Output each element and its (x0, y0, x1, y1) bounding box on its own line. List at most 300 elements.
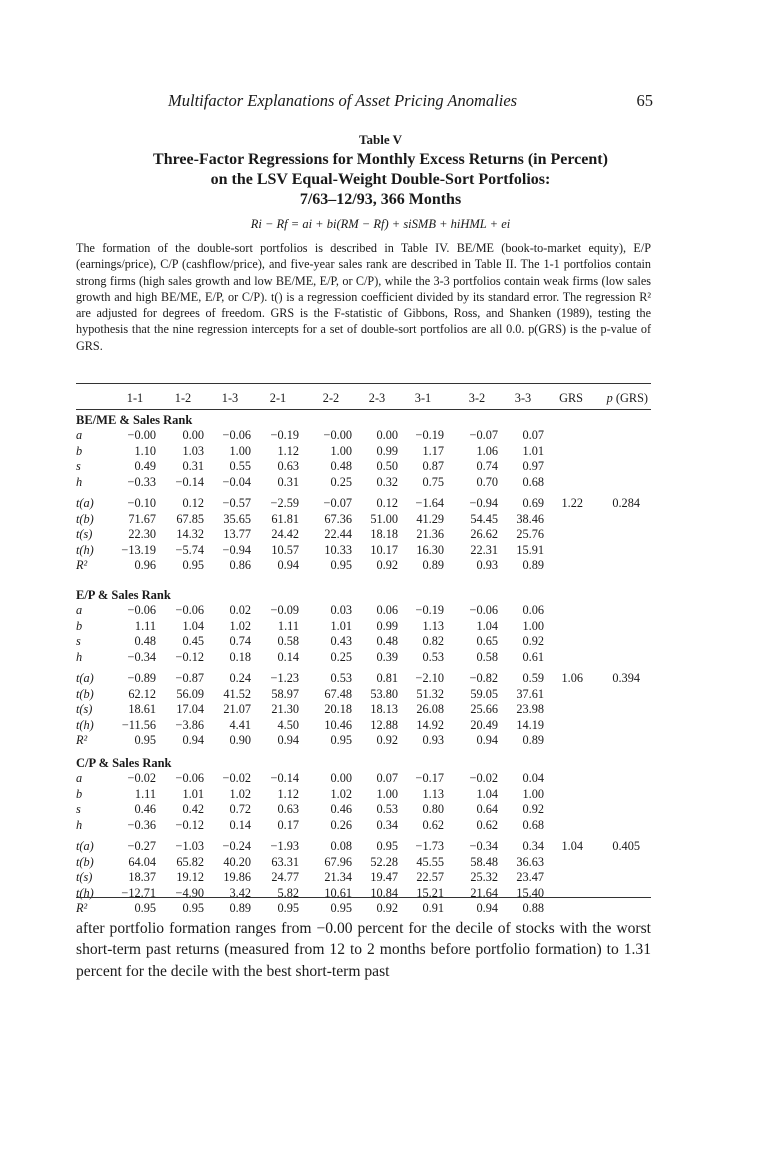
table-cell: 0.63 (277, 459, 299, 473)
table-cell: −0.82 (469, 671, 498, 685)
table-cell: 0.53 (376, 802, 398, 816)
table-cell: 0.95 (134, 733, 156, 747)
table-cell: 22.31 (470, 542, 498, 557)
table-cell: 58.97 (271, 686, 299, 701)
row-label: t(h) (76, 717, 94, 732)
table-cell: 58.48 (470, 854, 498, 869)
table-cell: −13.19 (121, 542, 156, 557)
table-cell: 0.48 (330, 459, 352, 473)
table-cell: 38.46 (516, 511, 544, 526)
table-cell: 0.12 (376, 496, 398, 510)
table-cell: 13.77 (223, 527, 251, 541)
table-cell: 0.04 (522, 771, 544, 785)
table-cell: 21.64 (470, 885, 498, 900)
table-cell: 1.11 (134, 786, 156, 801)
table-cell: 0.90 (229, 733, 251, 747)
table-cell: 40.20 (223, 854, 251, 869)
table-cell: −0.12 (175, 817, 204, 832)
table-cell: 51.32 (416, 686, 444, 701)
row-label: t(h) (76, 542, 94, 557)
table-cell: 0.53 (330, 671, 352, 685)
table-cell: 64.04 (128, 854, 156, 869)
table-cell: −0.19 (415, 603, 444, 617)
table-cell: 0.72 (229, 802, 251, 816)
table-cell: 1.17 (422, 443, 444, 458)
table-cell: 0.62 (476, 817, 498, 832)
table-cell: 10.84 (370, 885, 398, 900)
row-label: t(a) (76, 496, 94, 510)
section-title: E/P & Sales Rank (76, 588, 171, 602)
table-cell: 0.45 (182, 634, 204, 648)
running-head: Multifactor Explanations of Asset Pricing Anomalies (168, 91, 518, 110)
row-label: t(h) (76, 885, 94, 900)
table-cell: 0.24 (229, 671, 251, 685)
table-cell: 0.68 (522, 817, 544, 832)
table-cell: 41.52 (223, 686, 251, 701)
table-label: Table V (359, 132, 402, 147)
row-label: t(b) (76, 511, 94, 526)
table-cell: 0.63 (277, 802, 299, 816)
table-cell: 1.12 (277, 443, 299, 458)
table-cell: 15.91 (516, 542, 544, 557)
row-label: t(s) (76, 527, 93, 541)
table-cell: 0.88 (522, 901, 544, 915)
column-header: 2-3 (368, 391, 386, 405)
table-cell: 0.48 (134, 634, 156, 648)
table-cell: 0.43 (330, 634, 352, 648)
table-cell: 1.11 (277, 618, 299, 633)
table-cell: 0.39 (376, 649, 398, 664)
table-cell: −0.94 (469, 496, 498, 510)
table-cell: 0.02 (229, 603, 251, 617)
table-cell: 10.46 (324, 717, 352, 732)
table-cell: 0.08 (330, 839, 352, 853)
table-cell: 10.33 (324, 542, 352, 557)
table-cell: 0.74 (476, 459, 498, 473)
table-cell: 15.21 (416, 885, 444, 900)
section-title: C/P & Sales Rank (76, 756, 172, 770)
table-cell: −0.00 (323, 428, 352, 442)
table-cell: 35.65 (223, 511, 251, 526)
table-cell: −0.94 (222, 542, 251, 557)
table-cell: 0.46 (134, 802, 156, 816)
table-cell: 10.61 (324, 885, 352, 900)
table-cell: 18.18 (370, 527, 398, 541)
table-cell: 0.95 (182, 901, 204, 915)
table-cell: 0.81 (376, 671, 398, 685)
table-cell: 0.94 (277, 558, 299, 572)
table-cell: 67.36 (324, 511, 352, 526)
row-label: t(b) (76, 854, 94, 869)
row-label: h (76, 474, 83, 489)
table-cell: 0.00 (376, 428, 398, 442)
table-cell: 0.99 (376, 443, 398, 458)
table-cell: 0.92 (376, 558, 398, 572)
row-label: t(s) (76, 702, 93, 716)
table-cell: 67.96 (324, 854, 352, 869)
table-title-line-2: on the LSV Equal-Weight Double-Sort Portfolios: (210, 171, 551, 188)
table-cell: 0.89 (522, 558, 544, 572)
table-cell: 0.31 (277, 474, 299, 489)
table-cell: 67.48 (324, 686, 352, 701)
column-header: 1-2 (174, 391, 192, 405)
table-cell: 0.92 (376, 733, 398, 747)
table-cell: 0.31 (182, 459, 204, 473)
table-caption: The formation of the double-sort portfolios is described in Table IV. BE/ME (book-to-market equity), E/P (earnings/price), C/P (cashflow/price), and five-year sales rank are described in Table II. The 1-1 portfolios contain strong firms (high sales growth and low BE/ME, E/P, or C/P), while the 3-3 portfolios contain weak firms (low sales growth and high BE/ME, E/P, or C/P). t() is a regression coefficient divided by its standard error. The regression R² are adjusted for degrees of freedom. GRS is the F-statistic of Gibbons, Ross, and Shanken (1989), testing the hypothesis that the nine regression intercepts for a set of double-sort portfolios are all 0.0. p(GRS) is the p-value of GRS. (76, 241, 651, 353)
column-header: 1-1 (126, 391, 144, 405)
table-cell: 0.50 (376, 459, 398, 473)
table-bottom-rule (76, 897, 651, 898)
table-cell: −0.07 (323, 496, 352, 510)
table-cell: 0.68 (522, 474, 544, 489)
table-cell: 0.06 (376, 603, 398, 617)
table-cell: 0.14 (277, 649, 299, 664)
table-cell: 0.80 (422, 802, 444, 816)
p-grs-cell: 0.284 (612, 496, 640, 510)
row-label: h (76, 649, 83, 664)
table-cell: 0.94 (476, 901, 498, 915)
table-cell: 0.49 (134, 459, 156, 473)
table-cell: −0.34 (469, 839, 498, 853)
table-cell: 25.66 (470, 702, 498, 716)
table-cell: −0.10 (127, 496, 156, 510)
table-cell: −1.03 (175, 839, 204, 853)
table-cell: 21.34 (324, 870, 352, 884)
row-label: b (76, 786, 83, 801)
row-label: t(a) (76, 671, 94, 685)
table-cell: 12.88 (370, 717, 398, 732)
table-cell: 14.92 (416, 717, 444, 732)
table-cell: 1.02 (229, 786, 251, 801)
table-cell: 0.94 (182, 733, 204, 747)
table-cell: −0.27 (127, 839, 156, 853)
section-title: BE/ME & Sales Rank (76, 413, 193, 427)
table-cell: 0.89 (422, 558, 444, 572)
table-cell: 18.37 (128, 870, 156, 884)
table-cell: 1.00 (522, 618, 544, 633)
table-cell: 10.57 (271, 542, 299, 557)
table-cell: 1.11 (134, 618, 156, 633)
table-cell: 0.95 (330, 733, 352, 747)
row-label: s (76, 634, 81, 648)
table-cell: −1.23 (270, 671, 299, 685)
p-grs-cell: 0.405 (612, 839, 640, 853)
table-cell: 0.95 (277, 901, 299, 915)
table-cell: −0.02 (127, 771, 156, 785)
row-label: s (76, 459, 81, 473)
table-cell: 0.94 (277, 733, 299, 747)
table-cell: −0.02 (469, 771, 498, 785)
table-cell: −1.73 (415, 839, 444, 853)
row-label: h (76, 817, 83, 832)
table-cell: 0.03 (330, 603, 352, 617)
table-cell: 1.13 (422, 618, 444, 633)
table-cell: 21.07 (223, 702, 251, 716)
table-cell: 0.92 (522, 634, 544, 648)
table-cell: 19.86 (223, 870, 251, 884)
table-cell: 54.45 (470, 511, 498, 526)
table-cell: 1.01 (522, 443, 544, 458)
table-cell: 0.74 (229, 634, 251, 648)
table-cell: −0.06 (175, 771, 204, 785)
table-cell: 0.96 (134, 558, 156, 572)
table-cell: 0.70 (476, 474, 498, 489)
column-header: 1-3 (221, 391, 239, 405)
table-cell: 0.00 (182, 428, 204, 442)
table-cell: 0.58 (476, 649, 498, 664)
table-cell: 19.12 (176, 870, 204, 884)
table-cell: 65.82 (176, 854, 204, 869)
table-cell: 26.62 (470, 527, 498, 541)
table-cell: 67.85 (176, 511, 204, 526)
table-cell: 0.95 (134, 901, 156, 915)
table-cell: 17.04 (176, 702, 204, 716)
table-cell: 0.25 (330, 649, 352, 664)
table-cell: 22.30 (128, 527, 156, 541)
table-cell: 18.13 (370, 702, 398, 716)
table-cell: 20.18 (324, 702, 352, 716)
regression-equation: Ri − Rf = ai + bi(RM − Rf) + siSMB + hiHML + ei (250, 217, 511, 231)
table-cell: 51.00 (370, 511, 398, 526)
row-label: R² (76, 558, 88, 572)
table-cell: 0.32 (376, 474, 398, 489)
table-cell: 14.19 (516, 717, 544, 732)
column-header: GRS (559, 391, 583, 405)
table-cell: 0.59 (522, 671, 544, 685)
row-label: t(s) (76, 870, 93, 884)
table-cell: 0.95 (330, 901, 352, 915)
table-cell: 56.09 (176, 686, 204, 701)
table-cell: 1.00 (376, 786, 398, 801)
table-cell: 19.47 (370, 870, 398, 884)
table-cell: 0.07 (522, 428, 544, 442)
table-cell: 1.00 (522, 786, 544, 801)
column-header: p (GRS) (606, 391, 648, 405)
row-label: a (76, 771, 83, 785)
table-cell: 0.12 (182, 496, 204, 510)
table-cell: −0.09 (270, 603, 299, 617)
table-cell: 1.12 (277, 786, 299, 801)
table-cell: 20.49 (470, 717, 498, 732)
column-header: 3-2 (468, 391, 486, 405)
table-cell: −0.14 (270, 771, 299, 785)
table-cell: 0.92 (376, 901, 398, 915)
row-label: R² (76, 901, 88, 915)
table-cell: 41.29 (416, 511, 444, 526)
table-cell: 0.14 (229, 817, 251, 832)
table-cell: 0.93 (476, 558, 498, 572)
table-cell: −0.02 (222, 771, 251, 785)
table-cell: 0.89 (229, 901, 251, 915)
table-cell: 0.58 (277, 634, 299, 648)
table-cell: 53.80 (370, 686, 398, 701)
table-cell: 15.40 (516, 885, 544, 900)
table-cell: 0.65 (476, 634, 498, 648)
table-cell: 23.98 (516, 702, 544, 716)
table-cell: −0.33 (127, 474, 156, 489)
table-cell: 0.25 (330, 474, 352, 489)
table-cell: 0.55 (229, 459, 251, 473)
table-cell: 0.93 (422, 733, 444, 747)
row-label: b (76, 618, 83, 633)
table-cell: 21.36 (416, 527, 444, 541)
table-cell: 3.42 (229, 885, 251, 900)
table-cell: −0.06 (127, 603, 156, 617)
table-cell: −0.19 (415, 428, 444, 442)
table-cell: −0.06 (222, 428, 251, 442)
table-cell: 52.28 (370, 854, 398, 869)
table-cell: 0.92 (522, 802, 544, 816)
table-cell: 37.61 (516, 686, 544, 701)
table-cell: −0.36 (127, 817, 156, 832)
table-cell: 0.34 (376, 817, 398, 832)
table-cell: −1.93 (270, 839, 299, 853)
table-cell: 0.42 (182, 802, 204, 816)
table-cell: 1.10 (134, 443, 156, 458)
table-cell: −0.17 (415, 771, 444, 785)
table-cell: −0.06 (469, 603, 498, 617)
table-cell: 1.01 (330, 618, 352, 633)
row-label: R² (76, 733, 88, 747)
table-cell: 22.44 (324, 527, 352, 541)
table-cell: 5.82 (277, 885, 299, 900)
table-cell: −0.12 (175, 649, 204, 664)
table-cell: 1.02 (330, 786, 352, 801)
table-cell: 0.06 (522, 603, 544, 617)
table-cell: 24.77 (271, 870, 299, 884)
table-cell: 23.47 (516, 870, 544, 884)
table-title-line-3: 7/63–12/93, 366 Months (299, 191, 462, 208)
page-number: 65 (636, 91, 653, 110)
table-cell: 0.18 (229, 649, 251, 664)
table-cell: 0.82 (422, 634, 444, 648)
table-cell: −2.59 (270, 496, 299, 510)
row-label: b (76, 443, 83, 458)
table-cell: 0.62 (422, 817, 444, 832)
row-label: a (76, 428, 83, 442)
table-cell: 1.04 (182, 618, 204, 633)
table-cell: 24.42 (271, 527, 299, 541)
table-cell: 0.87 (422, 459, 444, 473)
row-label: s (76, 802, 81, 816)
table-cell: 63.31 (271, 854, 299, 869)
grs-cell: 1.06 (561, 671, 583, 685)
table-cell: 0.46 (330, 802, 352, 816)
table-cell: 22.57 (416, 870, 444, 884)
table-cell: 0.34 (522, 839, 544, 853)
table-cell: 0.99 (376, 618, 398, 633)
table-cell: −0.00 (127, 428, 156, 442)
table-cell: 0.69 (522, 496, 544, 510)
table-cell: −11.56 (121, 717, 156, 732)
table-cell: −12.71 (121, 885, 156, 900)
table-cell: 61.81 (271, 511, 299, 526)
table-cell: 25.76 (516, 527, 544, 541)
table-cell: 0.07 (376, 771, 398, 785)
table-cell: 0.95 (376, 839, 398, 853)
table-cell: 36.63 (516, 854, 544, 869)
table-cell: 0.53 (422, 649, 444, 664)
table-cell: 0.89 (522, 733, 544, 747)
table-title-line-1: Three-Factor Regressions for Monthly Excess Returns (in Percent) (153, 151, 608, 168)
table-cell: 0.95 (330, 558, 352, 572)
column-header: 2-2 (322, 391, 340, 405)
table-cell: 0.17 (277, 817, 299, 832)
table-cell: 0.48 (376, 634, 398, 648)
body-paragraph: after portfolio formation ranges from −0.00 percent for the decile of stocks with the worst short-term past returns (measured from 12 to 2 months before portfolio formation) to 1.31 percent for the decile with the best short-term past (76, 920, 651, 980)
table-cell: −0.89 (127, 671, 156, 685)
table-cell: 1.03 (182, 443, 204, 458)
table-cell: −0.06 (175, 603, 204, 617)
table-cell: 1.13 (422, 786, 444, 801)
table-cell: 18.61 (128, 702, 156, 716)
table-cell: 21.30 (271, 702, 299, 716)
table-cell: −1.64 (415, 496, 444, 510)
table-cell: 0.86 (229, 558, 251, 572)
table-cell: 1.00 (330, 443, 352, 458)
table-cell: 45.55 (416, 854, 444, 869)
table-cell: −2.10 (415, 671, 444, 685)
table-cell: 1.04 (476, 618, 498, 633)
table-cell: 0.26 (330, 817, 352, 832)
table-cell: 71.67 (128, 511, 156, 526)
table-cell: −0.24 (222, 839, 251, 853)
table-cell: 4.50 (277, 717, 299, 732)
table-cell: −0.19 (270, 428, 299, 442)
table-cell: 0.94 (476, 733, 498, 747)
table-cell: −0.57 (222, 496, 251, 510)
table-cell: 26.08 (416, 702, 444, 716)
table-cell: −3.86 (175, 717, 204, 732)
table-cell: 0.64 (476, 802, 498, 816)
table-cell: 62.12 (128, 686, 156, 701)
table-cell: 0.61 (522, 649, 544, 664)
table-cell: 0.95 (182, 558, 204, 572)
table-cell: −0.34 (127, 649, 156, 664)
table-cell: 0.97 (522, 459, 544, 473)
column-header: 3-3 (514, 391, 532, 405)
grs-cell: 1.22 (561, 496, 583, 510)
column-header: 2-1 (269, 391, 287, 405)
row-label: t(b) (76, 686, 94, 701)
table-cell: 16.30 (416, 542, 444, 557)
table-cell: −0.04 (222, 474, 251, 489)
table-cell: −0.07 (469, 428, 498, 442)
table-cell: −0.14 (175, 474, 204, 489)
grs-cell: 1.04 (561, 839, 583, 853)
table-cell: 0.75 (422, 474, 444, 489)
table-cell: 59.05 (470, 686, 498, 701)
table-cell: 25.32 (470, 870, 498, 884)
p-grs-cell: 0.394 (612, 671, 640, 685)
table-cell: −0.87 (175, 671, 204, 685)
table-cell: −5.74 (175, 542, 204, 557)
table-cell: 0.91 (422, 901, 444, 915)
row-label: a (76, 603, 83, 617)
table-cell: 1.04 (476, 786, 498, 801)
table-cell: 14.32 (176, 527, 204, 541)
table-cell: 1.00 (229, 443, 251, 458)
row-label: t(a) (76, 839, 94, 853)
table-cell: 1.01 (182, 786, 204, 801)
table-cell: −4.90 (175, 885, 204, 900)
table-cell: 10.17 (370, 542, 398, 557)
table-cell: 0.00 (330, 771, 352, 785)
table-cell: 4.41 (229, 717, 251, 732)
table-cell: 1.06 (476, 443, 498, 458)
table-cell: 1.02 (229, 618, 251, 633)
column-header: 3-1 (414, 391, 432, 405)
